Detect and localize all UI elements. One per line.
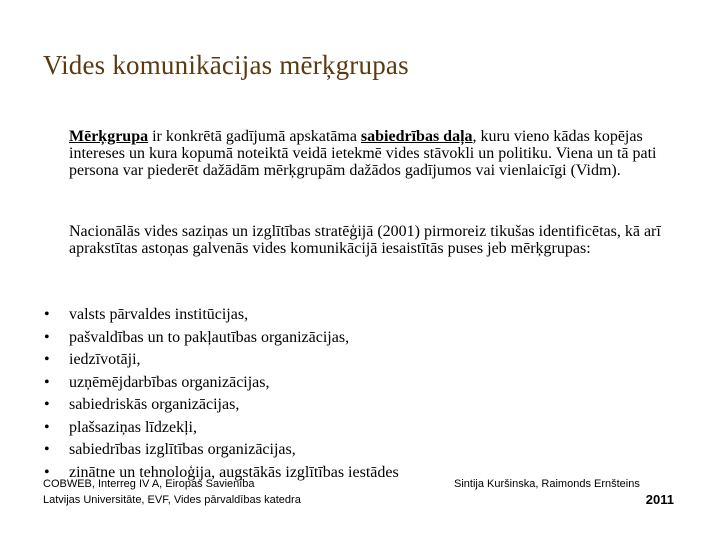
bullet-icon: • xyxy=(44,441,50,458)
term-merkgrupa: Mērķgrupa xyxy=(69,128,149,145)
list-item-text: valsts pārvaldes institūcijas, xyxy=(69,306,249,323)
definition-text-2: , kuru vieno kādas kopējas intereses un kura kopumā noteiktā veidā ietekmē vides stāvokli un politiku. Viena un tā pati persona var piederēt dažādām mērķgrupām dažādos gadījumos vai vienlaicīgi (Vidm). xyxy=(69,128,657,179)
bullet-icon: • xyxy=(44,306,50,323)
bullet-icon: • xyxy=(44,396,50,413)
definition-paragraph xyxy=(69,128,689,179)
list-item xyxy=(44,439,399,462)
strategy-paragraph: Nacionālās vides saziņas un izglītības stratēģijā (2001) pirmoreiz tikušas identificētas, kā arī aprakstītas astoņas galvenās vides komunikācijā iesaistītās puses jeb mērķgrupas: xyxy=(69,223,661,257)
list-item-text: sabiedriskās organizācijas, xyxy=(69,396,240,413)
list-item-text: pašvaldības un to pakļautības organizācijas, xyxy=(69,328,350,346)
footer-year: 2011 xyxy=(645,492,674,507)
bullet-icon: • xyxy=(44,463,50,481)
list-item xyxy=(44,372,399,395)
term-sabiedribas-dala: sabiedrības daļa xyxy=(360,128,473,145)
footer-project: COBWEB, Interreg IV A, Eiropas Savienība xyxy=(43,478,255,490)
list-item xyxy=(44,417,399,440)
bullet-icon: • xyxy=(44,373,50,391)
list-item xyxy=(44,327,399,350)
list-item xyxy=(44,394,399,417)
bullet-icon: • xyxy=(44,418,50,436)
footer-authors: Sintija Kuršinska, Raimonds Ernšteins xyxy=(454,478,640,490)
footer-right xyxy=(454,476,674,508)
bullet-icon: • xyxy=(44,351,50,368)
slide-title: Vides komunikācijas mērķgrupas xyxy=(43,50,409,80)
target-group-list xyxy=(44,304,399,484)
list-item-text: uzņēmējdarbības organizācijas, xyxy=(69,373,270,391)
list-item-text: plašsaziņas līdzekļi, xyxy=(69,418,197,436)
definition-text-1: ir konkrētā gadījumā apskatāma xyxy=(148,128,361,145)
footer-left xyxy=(43,476,301,508)
bullet-icon: • xyxy=(44,328,50,346)
list-item-text: iedzīvotāji, xyxy=(69,351,141,368)
list-item-text: zinātne un tehnoloģija, augstākās izglītības iestādes xyxy=(69,463,399,481)
list-item xyxy=(44,304,399,327)
list-item-text: sabiedrības izglītības organizācijas, xyxy=(69,441,296,458)
list-item xyxy=(44,349,399,372)
footer-institution: Latvijas Universitāte, EVF, Vides pārvaldības katedra xyxy=(43,494,301,506)
